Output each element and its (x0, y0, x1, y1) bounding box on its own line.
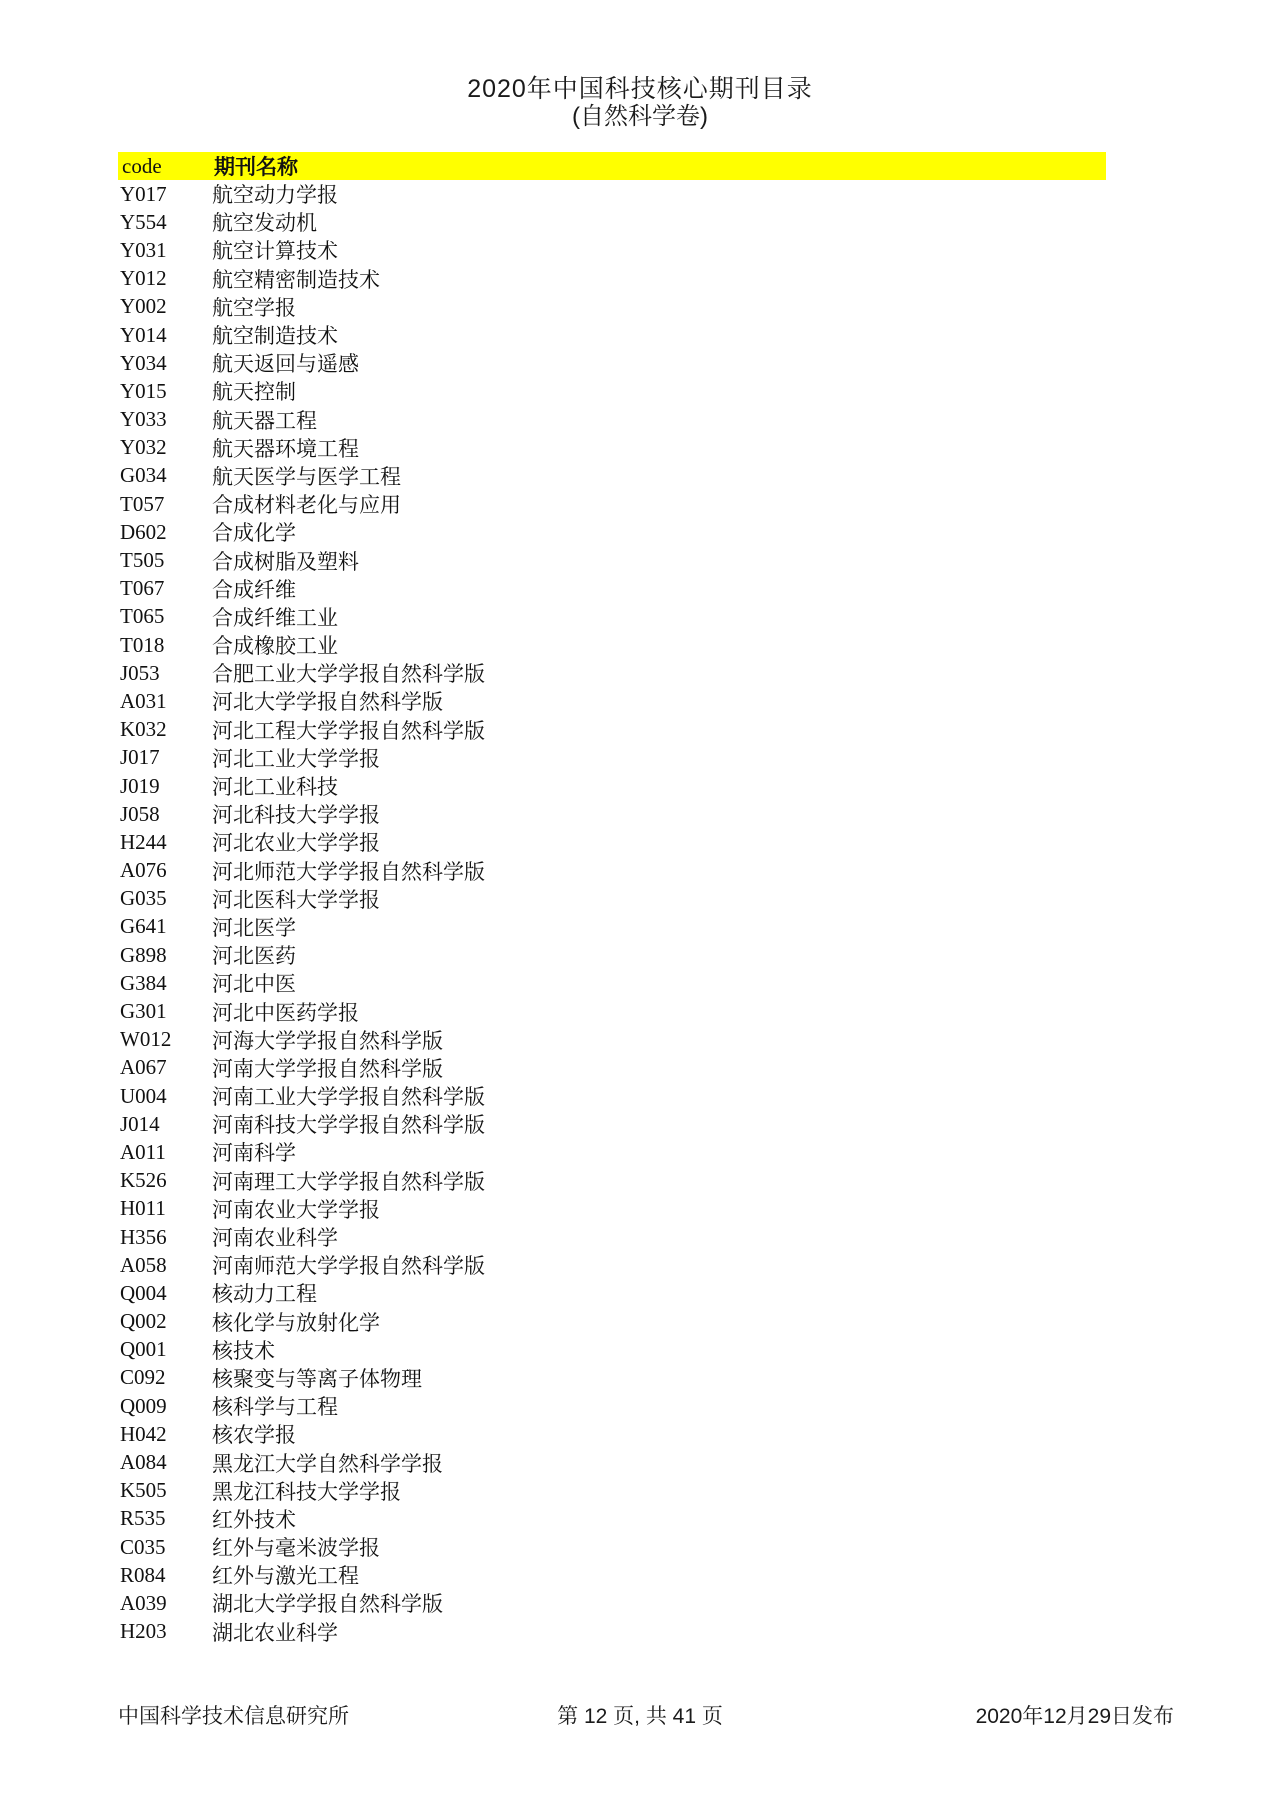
journal-name: 河南农业大学学报 (212, 1197, 380, 1222)
journal-name: 河北中医药学报 (212, 1000, 359, 1025)
table-row (118, 546, 1106, 574)
page-title: 2020年中国科技核心期刊目录 (467, 75, 813, 103)
journal-name: 河南师范大学学报自然科学版 (212, 1254, 485, 1279)
journal-name: 航空计算技术 (212, 239, 338, 264)
journal-code: W012 (120, 1027, 172, 1052)
journal-name: 河南大学学报自然科学版 (212, 1056, 443, 1081)
journal-name: 河北师范大学学报自然科学版 (212, 859, 485, 884)
table-row (118, 236, 1106, 264)
journal-name: 红外与毫米波学报 (212, 1536, 380, 1561)
table-row (118, 518, 1106, 546)
journal-code: Y554 (120, 209, 167, 234)
journal-code: J019 (120, 773, 160, 798)
footer-organization: 中国科学技术信息研究所 (118, 1705, 349, 1728)
journal-name: 河北农业大学学报 (212, 831, 380, 856)
table-row (118, 1054, 1106, 1082)
table-row (118, 913, 1106, 941)
journal-name: 合成橡胶工业 (212, 634, 338, 659)
table-row (118, 462, 1106, 490)
journal-name: 合成纤维 (212, 577, 296, 602)
journal-name: 河北大学学报自然科学版 (212, 690, 443, 715)
journal-code: H011 (120, 1196, 166, 1221)
journal-name: 航天返回与遥感 (212, 352, 359, 377)
journal-code: H042 (120, 1421, 167, 1446)
journal-code: Y017 (120, 181, 167, 206)
journal-name: 合成化学 (212, 521, 296, 546)
journal-code: T057 (120, 491, 165, 516)
table-row (118, 1167, 1106, 1195)
journal-name: 河北工业科技 (212, 775, 338, 800)
journal-code: A011 (120, 1139, 166, 1164)
journal-name: 湖北农业科学 (212, 1620, 338, 1645)
footer-page-info: 第 12 页, 共 41 页 (557, 1705, 723, 1728)
journal-name: 核聚变与等离子体物理 (212, 1366, 422, 1391)
journal-name: 核化学与放射化学 (212, 1310, 380, 1335)
table-row (118, 941, 1106, 969)
table-row (118, 687, 1106, 715)
journal-name: 航空精密制造技术 (212, 267, 380, 292)
table-row (118, 828, 1106, 856)
journal-code: Y034 (120, 350, 167, 375)
journal-name: 河北科技大学学报 (212, 803, 380, 828)
table-row (118, 631, 1106, 659)
journal-code: H244 (120, 829, 167, 854)
journal-name: 河北医科大学学报 (212, 887, 380, 912)
document-footer (0, 1700, 1280, 1726)
journal-code: C092 (120, 1365, 166, 1390)
journal-name: 河南科学 (212, 1141, 296, 1166)
journal-name: 红外与激光工程 (212, 1564, 359, 1589)
table-row (118, 1110, 1106, 1138)
journal-code: H356 (120, 1224, 167, 1249)
journal-code: A058 (120, 1252, 167, 1277)
table-row (118, 744, 1106, 772)
journal-code: Y002 (120, 294, 167, 319)
journal-code: J017 (120, 745, 160, 770)
journal-name: 合成纤维工业 (212, 605, 338, 630)
journal-code: G898 (120, 942, 167, 967)
table-body (118, 180, 1106, 1646)
table-row (118, 1533, 1106, 1561)
journal-name: 航空动力学报 (212, 183, 338, 208)
journal-name: 航天医学与医学工程 (212, 464, 401, 489)
table-row (118, 1420, 1106, 1448)
table-row (118, 321, 1106, 349)
table-row (118, 1308, 1106, 1336)
journal-name: 航天器工程 (212, 408, 317, 433)
journal-code: Y015 (120, 378, 167, 403)
journal-name: 河南工业大学学报自然科学版 (212, 1085, 485, 1110)
column-header-name: 期刊名称 (214, 155, 298, 179)
table-row (118, 406, 1106, 434)
journal-code: K526 (120, 1168, 167, 1193)
journal-code: H203 (120, 1619, 167, 1644)
journal-name: 河南科技大学学报自然科学版 (212, 1113, 485, 1138)
journal-code: Y033 (120, 407, 167, 432)
table-row (118, 265, 1106, 293)
journal-name: 河北工程大学学报自然科学版 (212, 718, 485, 743)
table-row (118, 1505, 1106, 1533)
table-row (118, 1618, 1106, 1646)
journal-code: T065 (120, 604, 165, 629)
journal-code: G384 (120, 970, 167, 995)
journal-code: A067 (120, 1055, 167, 1080)
journal-code: G641 (120, 914, 167, 939)
table-row (118, 1448, 1106, 1476)
table-row (118, 434, 1106, 462)
table-row (118, 575, 1106, 603)
table-row (118, 603, 1106, 631)
journal-code: G301 (120, 999, 167, 1024)
journal-name: 合成材料老化与应用 (212, 493, 401, 518)
page-subtitle: (自然科学卷) (572, 103, 708, 130)
table-row (118, 1195, 1106, 1223)
table-row (118, 1026, 1106, 1054)
table-row (118, 293, 1106, 321)
journal-code: Q001 (120, 1337, 167, 1362)
journal-table (118, 152, 1106, 1646)
journal-code: G034 (120, 463, 167, 488)
table-row (118, 1279, 1106, 1307)
table-row (118, 1138, 1106, 1166)
journal-code: J058 (120, 801, 160, 826)
journal-name: 红外技术 (212, 1507, 296, 1532)
journal-name: 航空制造技术 (212, 324, 338, 349)
journal-code: R084 (120, 1562, 166, 1587)
table-row (118, 349, 1106, 377)
table-row (118, 1336, 1106, 1364)
journal-code: A084 (120, 1450, 167, 1475)
journal-name: 核动力工程 (212, 1282, 317, 1307)
journal-name: 河海大学学报自然科学版 (212, 1028, 443, 1053)
journal-code: K032 (120, 717, 167, 742)
journal-code: Y032 (120, 435, 167, 460)
journal-name: 合肥工业大学学报自然科学版 (212, 662, 485, 687)
journal-name: 航空发动机 (212, 211, 317, 236)
table-row (118, 490, 1106, 518)
table-row (118, 969, 1106, 997)
table-row (118, 1561, 1106, 1589)
journal-code: J053 (120, 660, 160, 685)
journal-name: 航天控制 (212, 380, 296, 405)
journal-code: Q004 (120, 1280, 167, 1305)
journal-code: T018 (120, 632, 165, 657)
table-row (118, 377, 1106, 405)
footer-publish-date: 2020年12月29日发布 (975, 1705, 1174, 1728)
table-row (118, 1589, 1106, 1617)
journal-code: A076 (120, 858, 167, 883)
journal-name: 黑龙江科技大学学报 (212, 1479, 401, 1504)
journal-code: G035 (120, 886, 167, 911)
table-row (118, 1392, 1106, 1420)
journal-name: 河北医学 (212, 915, 296, 940)
journal-code: J014 (120, 1111, 160, 1136)
journal-code: R535 (120, 1506, 166, 1531)
column-header-code: code (122, 153, 162, 178)
table-row (118, 180, 1106, 208)
table-row (118, 1082, 1106, 1110)
journal-name: 河北工业大学学报 (212, 746, 380, 771)
journal-name: 河北医药 (212, 944, 296, 969)
journal-name: 航空学报 (212, 295, 296, 320)
journal-code: D602 (120, 519, 167, 544)
journal-code: Q002 (120, 1309, 167, 1334)
table-row (118, 1223, 1106, 1251)
table-row (118, 885, 1106, 913)
document-header (0, 76, 1280, 130)
journal-code: A039 (120, 1590, 167, 1615)
journal-code: A031 (120, 688, 167, 713)
table-row (118, 800, 1106, 828)
table-row (118, 208, 1106, 236)
table-row (118, 1251, 1106, 1279)
journal-name: 核农学报 (212, 1423, 296, 1448)
table-row (118, 772, 1106, 800)
table-row (118, 857, 1106, 885)
journal-code: U004 (120, 1083, 167, 1108)
table-header-row (118, 152, 1106, 180)
journal-name: 河南农业科学 (212, 1226, 338, 1251)
journal-name: 航天器环境工程 (212, 436, 359, 461)
journal-code: C035 (120, 1534, 166, 1559)
journal-code: Y014 (120, 322, 167, 347)
journal-name: 河南理工大学学报自然科学版 (212, 1169, 485, 1194)
journal-name: 黑龙江大学自然科学学报 (212, 1451, 443, 1476)
journal-code: Q009 (120, 1393, 167, 1418)
table-row (118, 1364, 1106, 1392)
journal-code: K505 (120, 1478, 167, 1503)
journal-name: 湖北大学学报自然科学版 (212, 1592, 443, 1617)
table-row (118, 716, 1106, 744)
journal-name: 核科学与工程 (212, 1395, 338, 1420)
table-row (118, 1477, 1106, 1505)
table-row (118, 659, 1106, 687)
journal-name: 河北中医 (212, 972, 296, 997)
journal-name: 核技术 (212, 1338, 275, 1363)
journal-name: 合成树脂及塑料 (212, 549, 359, 574)
journal-code: T067 (120, 576, 165, 601)
journal-code: Y012 (120, 266, 167, 291)
journal-code: Y031 (120, 237, 167, 262)
table-row (118, 997, 1106, 1025)
journal-code: T505 (120, 548, 165, 573)
